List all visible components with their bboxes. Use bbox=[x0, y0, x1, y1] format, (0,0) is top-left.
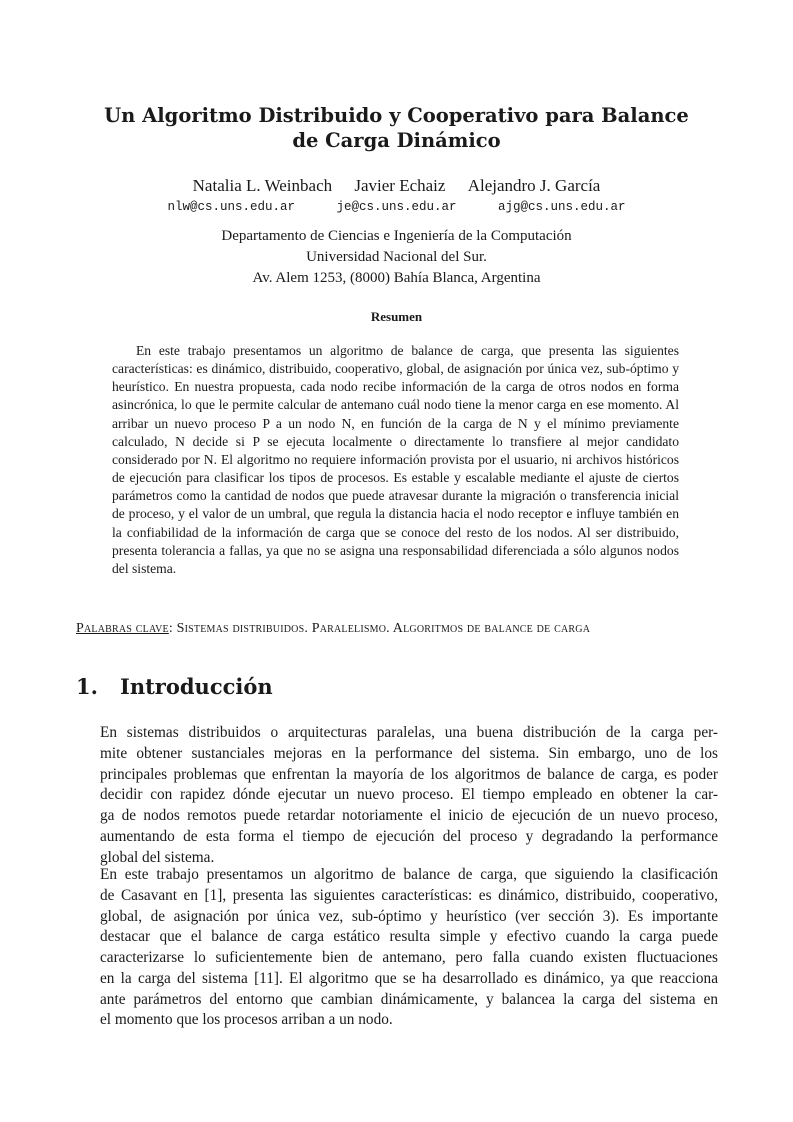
keywords-list: Sistemas distribuidos. Paralelismo. Algoritmos de balance de carga bbox=[176, 621, 591, 636]
text-line: global del sistema. bbox=[100, 848, 215, 866]
abstract-text: En este trabajo presentamos un algoritmo de balance de carga, que presenta las siguientes características: es dinámico, distribuido, cooperativo, global, de asignación por única vez, sub-óptimo y heurístico. En nuestra propuesta, cada nodo recibe información de la carga de otros nodos en forma asincrónica, lo que le permite calcular de antemano cuál nodo tiene la menor carga en ese momento. Al arribar un nuevo proceso P a un nodo N, en función de la carga de N y el mínimo previamente calculado, N decide si P se ejecuta localmente o directamente lo transfiere al mejor candidato considerado por N. El algoritmo no requiere información provista por el usuario, ni archivos históricos de ejecución para clasificar los tipos de procesos. Es estable y escalable mediante el ajuste de ciertos parámetros como la cantidad de nodos que puede atravesar durante la migración o transferencia inicial de proceso, y el valor de un umbral, que regula la distancia hacia el nodo receptor e influye también en la confiabilidad de la información de carga que se conoce del resto de los nodos. Al ser distribuido, presenta tolerancia a fallas, ya que no se asigna una responsabilidad diferenciada a sólo algunos nodos del sistema. bbox=[112, 343, 679, 576]
author-email: nlw@cs.uns.edu.ar bbox=[167, 200, 295, 214]
text-line: ga de nodos remotos puede retardar notoriamente el inicio de ejecución de un nuevo proceso, bbox=[100, 807, 718, 824]
author-name: Alejandro J. García bbox=[467, 176, 601, 195]
section-heading bbox=[76, 674, 273, 699]
author-emails bbox=[0, 200, 793, 214]
affiliation bbox=[0, 226, 793, 289]
affiliation-line: Departamento de Ciencias e Ingeniería de la Computación bbox=[221, 228, 572, 244]
text-line: principales problemas que enfrentan la mayoría de los algoritmos de balance de carga, es poder bbox=[100, 765, 718, 783]
author-name: Javier Echaiz bbox=[354, 176, 446, 195]
author-email: ajg@cs.uns.edu.ar bbox=[498, 200, 626, 214]
text-line: ante parámetros del entorno que cambian dinámicamente, y balancea la carga del sistema en bbox=[100, 990, 718, 1008]
intro-paragraph-1 bbox=[76, 723, 718, 868]
text-line: global, de asignación por única vez, sub-óptimo y heurístico (ver sección 3). Es importante bbox=[100, 907, 718, 925]
section-title: Introducción bbox=[120, 674, 273, 699]
abstract-heading: Resumen bbox=[370, 309, 423, 324]
text-line: aumentando de esta forma el tiempo de ejecución del proceso y degradando la performance bbox=[100, 827, 718, 845]
author-list bbox=[0, 175, 793, 197]
text-line: En este trabajo presentamos un algoritmo de balance de carga, que siguiendo la clasificación bbox=[100, 866, 718, 883]
affiliation-line: Universidad Nacional del Sur. bbox=[306, 249, 487, 265]
affiliation-line: Av. Alem 1253, (8000) Bahía Blanca, Argentina bbox=[252, 270, 541, 286]
text-line: decidir con rapidez dónde ejecutar un nuevo proceso. El tiempo empleado en obtener la car- bbox=[100, 786, 718, 804]
author-name: Natalia L. Weinbach bbox=[192, 176, 333, 195]
section-number: 1. bbox=[76, 674, 98, 699]
text-line: el momento que los procesos arriban a un nodo. bbox=[100, 1011, 393, 1029]
text-line: en la carga del sistema [11]. El algoritmo que se ha desarrollado es dinámico, ya que reacciona bbox=[100, 969, 718, 987]
title-line-1: Un Algoritmo Distribuido y Cooperativo para Balance bbox=[104, 104, 689, 127]
paper-title bbox=[60, 103, 733, 153]
text-line: de Casavant en [1], presenta las siguientes características: es dinámico, distribuido, cooperativo, bbox=[100, 886, 718, 904]
text-line: destacar que el balance de carga estático resulta simple y efectivo cuando la carga puede bbox=[100, 928, 718, 946]
keywords: Palabras clave: Sistemas distribuidos. Paralelismo. Algoritmos de balance de carga bbox=[76, 621, 591, 636]
author-email: je@cs.uns.edu.ar bbox=[336, 200, 457, 214]
keywords-label: Palabras clave bbox=[76, 621, 169, 636]
title-line-2: de Carga Dinámico bbox=[292, 129, 501, 152]
text-line: En sistemas distribuidos o arquitecturas paralelas, una buena distribución de la carga per- bbox=[100, 724, 718, 741]
text-line: mite obtener sustanciales mejoras en la performance del sistema. Sin embargo, uno de los bbox=[100, 744, 718, 762]
text-line: caracterizarse lo suficientemente bien de antemano, pero falla cuando existen fluctuaciones bbox=[100, 949, 718, 966]
intro-paragraph-2 bbox=[76, 865, 718, 1031]
